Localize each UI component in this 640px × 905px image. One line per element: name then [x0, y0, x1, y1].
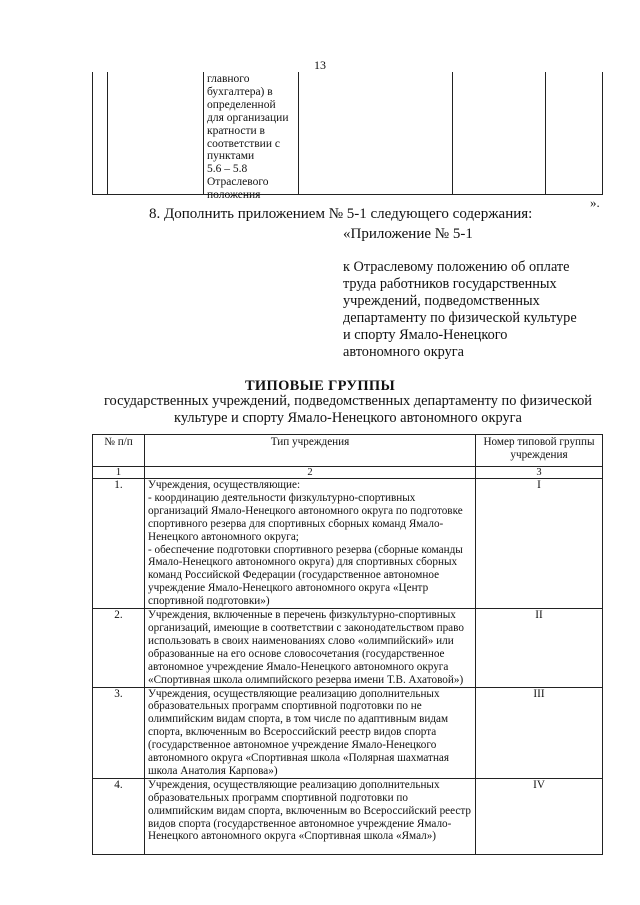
row-number: 4.: [93, 778, 145, 854]
header-type: Тип учреждения: [145, 435, 476, 467]
group-number: IV: [476, 778, 603, 854]
annex-title: «Приложение № 5-1: [343, 226, 473, 242]
table-row: [93, 687, 603, 778]
cell-line: соответствии с: [207, 137, 280, 150]
table-row: [93, 609, 603, 687]
table-header-row: [93, 435, 603, 467]
cell-line: пунктами: [207, 150, 255, 163]
group-number: III: [476, 687, 603, 778]
annex-line: учреждений, подведомственных: [343, 293, 540, 309]
group-number: II: [476, 609, 603, 687]
column-number: 3: [476, 467, 603, 479]
table-divider: [107, 72, 108, 194]
row-number: 2.: [93, 609, 145, 687]
annex-line: к Отраслевому положению об оплате: [343, 259, 570, 275]
continuation-cell-text: [207, 73, 293, 202]
annex-line: департаменту по физической культуре: [343, 310, 577, 326]
header-number: № п/п: [93, 435, 145, 467]
annex-line: труда работников государственных: [343, 276, 557, 292]
table-divider: [298, 72, 299, 194]
row-number: 1.: [93, 479, 145, 609]
cell-line: определенной: [207, 98, 276, 111]
institution-type: Учреждения, осуществляющие реализацию дополнительных образовательных программ спортивной подготовки по олимпийским видам спорта, включенным во Всероссийский реестр видов спорта (государственное автономное учреждение Ямало-Ненецкого автономного округа «Спортивная школа «Ямал»): [145, 778, 476, 854]
group-number: I: [476, 479, 603, 609]
typical-groups-table: [92, 434, 603, 855]
closing-quote: ».: [590, 195, 600, 210]
continuation-table: [92, 72, 603, 202]
table-divider: [452, 72, 453, 194]
column-number: 1: [93, 467, 145, 479]
table-row: [93, 778, 603, 854]
annex-line: и спорту Ямало-Ненецкого: [343, 327, 508, 343]
table-divider: [203, 72, 204, 194]
institution-type: Учреждения, осуществляющие: - координацию деятельности физкультурно-спортивных организаций Ямало-Ненецкого автономного округа по подготовке спортивного резерва для спортивных сборных команд Ямало-Ненецкого автономного округа; - обеспечение подготовки спортивного резерва (сборные команды Ямало-Ненецкого автономного округа) для спортивных сборных команд Российской Федерации (государственное автономное учреждение Ямало-Ненецкого автономного округа «Центр спортивной подготовки»): [145, 479, 476, 609]
page-number: 13: [314, 58, 326, 72]
institution-type: Учреждения, включенные в перечень физкультурно-спортивных организаций, имеющие в соответствии с законодательством право использовать в своих наименованиях слово «олимпийский» или образованные на его основе словосочетания (государственное автономное учреждение Ямало-Ненецкого автономного округа «Спортивная школа олимпийского резерва имени Т.В. Ахатовой»): [145, 609, 476, 687]
column-number-row: [93, 467, 603, 479]
cell-line: бухгалтера) в: [207, 85, 273, 98]
column-number: 2: [145, 467, 476, 479]
institution-type: Учреждения, осуществляющие реализацию дополнительных образовательных программ спортивной подготовки по не олимпийским видам спорта, в том числе по адаптивным видам спорта, включенным во Всероссийский реестр видов спорта (государственное автономное учреждение Ямало-Ненецкого автономного округа «Спортивная школа «Полярная шахматная школа Анатолия Карпова»): [145, 687, 476, 778]
cell-line: кратности в: [207, 124, 265, 137]
document-subheading: государственных учреждений, подведомственных департаменту по физической культуре и спорту Ямало-Ненецкого автономного округа: [104, 393, 592, 426]
annex-line: автономного округа: [343, 344, 464, 360]
cell-line: 5.6 – 5.8: [207, 163, 248, 176]
cell-line: для организации: [207, 111, 289, 124]
amendment-item: 8. Дополнить приложением № 5-1 следующего содержания:: [149, 206, 533, 222]
table-divider: [545, 72, 546, 194]
cell-line: главного: [207, 73, 250, 85]
header-group: Номер типовой группы учреждения: [476, 435, 603, 467]
cell-line: положения: [207, 189, 261, 202]
document-heading: ТИПОВЫЕ ГРУППЫ: [244, 378, 396, 394]
table-row: [93, 479, 603, 609]
cell-line: Отраслевого: [207, 176, 269, 189]
row-number: 3.: [93, 687, 145, 778]
annex-reference: [343, 259, 593, 361]
